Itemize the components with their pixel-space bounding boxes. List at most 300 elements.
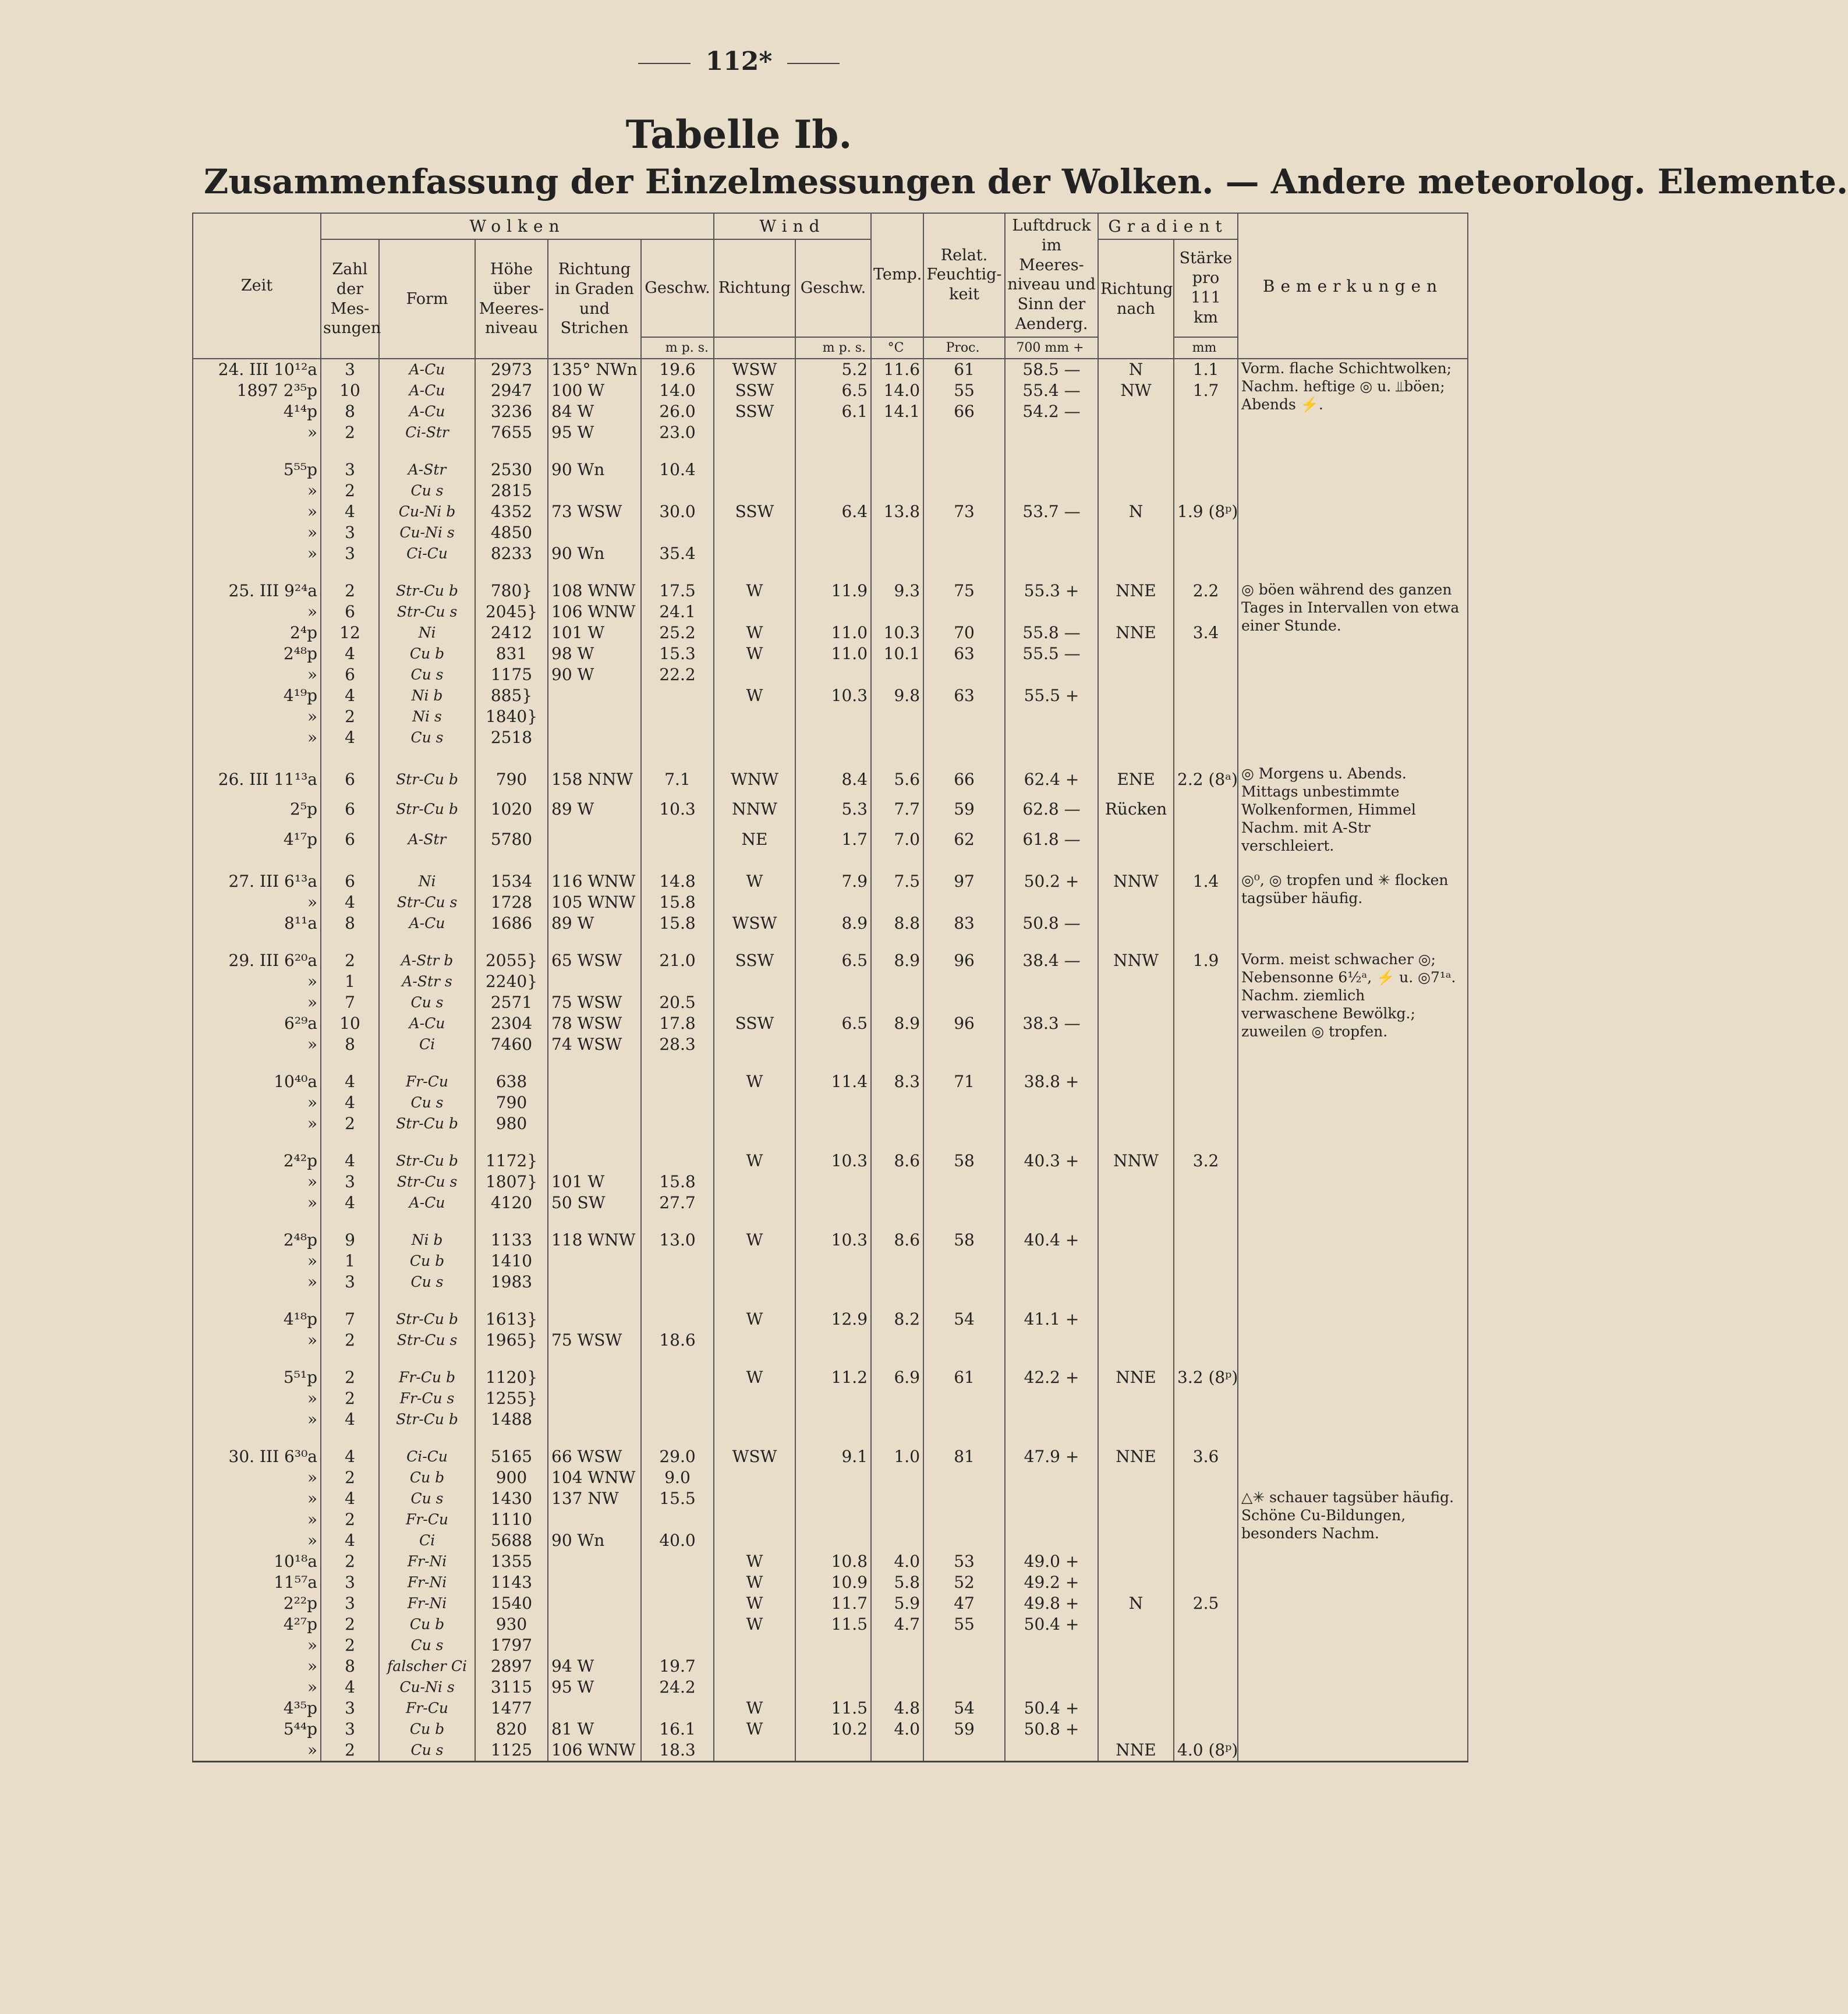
cell-richtung-wolken: 50 SW: [548, 1192, 641, 1213]
cell-zeit: »: [193, 664, 321, 685]
remark-cell: ◎⁰, ◎ tropfen und ✳ flocken tagsüber häufig.: [1238, 871, 1468, 934]
cell-geschw-wolken: [641, 685, 714, 706]
cell-geschw-wind: 11.0: [795, 622, 871, 643]
cell-form: Str-Cu s: [379, 1330, 475, 1351]
spacer-row: [193, 443, 1468, 459]
cell-richtung-gradient: NNE: [1098, 622, 1174, 643]
cell-luftdruck: [1005, 1656, 1098, 1677]
cell-luftdruck: [1005, 1034, 1098, 1055]
cell-luftdruck: 61.8 —: [1005, 824, 1098, 855]
header-form: Form: [379, 239, 475, 359]
cell-zahl: 10: [321, 380, 379, 401]
remark-cell-empty: [1238, 1388, 1468, 1409]
cell-richtung-wind: W: [714, 1367, 795, 1388]
cell-zahl: 8: [321, 1656, 379, 1677]
cell-form: Str-Cu b: [379, 764, 475, 795]
cell-staerke: [1174, 913, 1238, 934]
cell-temp: [871, 1330, 923, 1351]
cell-hoehe: 2055}: [475, 950, 548, 971]
cell-luftdruck: [1005, 1113, 1098, 1134]
cell-feuchtigkeit: 58: [923, 1230, 1005, 1251]
cell-hoehe: [475, 1351, 548, 1367]
cell-hoehe: [475, 1293, 548, 1309]
header-geschw-wind: Geschw.: [795, 239, 871, 337]
cell-form: Cu s: [379, 1740, 475, 1762]
cell-zahl: 4: [321, 1409, 379, 1430]
cell-richtung-wind: [714, 1034, 795, 1055]
cell-hoehe: 3115: [475, 1677, 548, 1698]
cell-richtung-wind: SSW: [714, 401, 795, 422]
cell-staerke: [1174, 855, 1238, 871]
cell-staerke: [1174, 1488, 1238, 1509]
remark-cell-empty: [1238, 1593, 1468, 1614]
cell-zahl: 6: [321, 871, 379, 892]
cell-hoehe: 780}: [475, 581, 548, 601]
cell-richtung-wind: [714, 748, 795, 764]
cell-richtung-gradient: [1098, 1430, 1174, 1446]
cell-temp: [871, 601, 923, 622]
cell-geschw-wolken: 25.2: [641, 622, 714, 643]
cell-temp: 5.6: [871, 764, 923, 795]
cell-geschw-wolken: 40.0: [641, 1530, 714, 1551]
cell-geschw-wolken: [641, 1388, 714, 1409]
cell-zahl: 2: [321, 1388, 379, 1409]
cell-geschw-wind: [795, 706, 871, 727]
cell-staerke: [1174, 1635, 1238, 1656]
cell-richtung-wind: W: [714, 1230, 795, 1251]
cell-zeit: »: [193, 1467, 321, 1488]
cell-temp: [871, 1409, 923, 1430]
cell-feuchtigkeit: 81: [923, 1446, 1005, 1467]
cell-richtung-wind: SSW: [714, 501, 795, 522]
cell-richtung-wolken: 108 WNW: [548, 581, 641, 601]
header-zeit: Zeit: [193, 213, 321, 359]
cell-richtung-wind: [714, 727, 795, 748]
cell-zeit: 2⁵p: [193, 795, 321, 825]
cell-richtung-gradient: [1098, 1034, 1174, 1055]
cell-richtung-gradient: [1098, 1530, 1174, 1551]
remark-cell-empty: [1238, 1677, 1468, 1698]
cell-richtung-gradient: [1098, 1055, 1174, 1071]
cell-luftdruck: [1005, 1055, 1098, 1071]
cell-form: A-Cu: [379, 1013, 475, 1034]
cell-richtung-wolken: [548, 1134, 641, 1151]
cell-richtung-wind: WSW: [714, 913, 795, 934]
cell-hoehe: 2571: [475, 992, 548, 1013]
cell-geschw-wolken: 19.7: [641, 1656, 714, 1677]
cell-luftdruck: 55.5 +: [1005, 685, 1098, 706]
cell-form: [379, 855, 475, 871]
cell-richtung-wind: W: [714, 1572, 795, 1593]
cell-geschw-wolken: 24.1: [641, 601, 714, 622]
cell-luftdruck: [1005, 855, 1098, 871]
cell-zahl: [321, 1351, 379, 1367]
cell-geschw-wolken: 14.8: [641, 871, 714, 892]
remark-cell-empty: [1238, 1430, 1468, 1446]
spacer-row: [193, 1134, 1468, 1151]
cell-luftdruck: [1005, 1635, 1098, 1656]
cell-form: A-Str: [379, 824, 475, 855]
cell-zeit: 4³⁵p: [193, 1698, 321, 1719]
remark-cell-empty: [1238, 1446, 1468, 1467]
cell-staerke: [1174, 1698, 1238, 1719]
cell-richtung-wolken: [548, 1272, 641, 1293]
cell-luftdruck: [1005, 664, 1098, 685]
cell-zahl: [321, 1213, 379, 1230]
cell-zeit: »: [193, 727, 321, 748]
cell-temp: [871, 1192, 923, 1213]
cell-zahl: [321, 443, 379, 459]
cell-temp: [871, 1635, 923, 1656]
cell-geschw-wolken: [641, 971, 714, 992]
cell-zahl: 8: [321, 1034, 379, 1055]
cell-richtung-gradient: [1098, 1509, 1174, 1530]
cell-feuchtigkeit: [923, 480, 1005, 501]
cell-staerke: [1174, 1134, 1238, 1151]
cell-temp: 14.0: [871, 380, 923, 401]
cell-hoehe: [475, 1430, 548, 1446]
cell-feuchtigkeit: [923, 992, 1005, 1013]
cell-staerke: [1174, 1467, 1238, 1488]
cell-geschw-wolken: [641, 1293, 714, 1309]
cell-feuchtigkeit: [923, 422, 1005, 443]
remark-cell-empty: [1238, 1740, 1468, 1762]
cell-staerke: [1174, 422, 1238, 443]
cell-feuchtigkeit: [923, 1251, 1005, 1272]
cell-form: Cu s: [379, 727, 475, 748]
cell-richtung-gradient: [1098, 459, 1174, 480]
cell-zahl: 3: [321, 543, 379, 564]
table-row: [193, 871, 1468, 892]
table-row: [193, 1677, 1468, 1698]
cell-zahl: [321, 1134, 379, 1151]
cell-temp: 10.1: [871, 643, 923, 664]
header-staerke: Stärke pro 111 km: [1174, 239, 1238, 337]
header-zahl: Zahl der Mes- sungen: [321, 239, 379, 359]
cell-feuchtigkeit: [923, 1055, 1005, 1071]
remark-cell-empty: [1238, 934, 1468, 950]
cell-hoehe: 1410: [475, 1251, 548, 1272]
cell-luftdruck: [1005, 934, 1098, 950]
cell-geschw-wolken: 17.8: [641, 1013, 714, 1034]
cell-geschw-wind: 10.3: [795, 1151, 871, 1171]
cell-hoehe: 900: [475, 1467, 548, 1488]
cell-geschw-wolken: [641, 1430, 714, 1446]
cell-zeit: »: [193, 1488, 321, 1509]
cell-zeit: »: [193, 1330, 321, 1351]
cell-staerke: [1174, 1572, 1238, 1593]
cell-richtung-gradient: [1098, 934, 1174, 950]
cell-temp: [871, 1213, 923, 1230]
cell-temp: [871, 748, 923, 764]
cell-luftdruck: 55.8 —: [1005, 622, 1098, 643]
cell-zeit: »: [193, 706, 321, 727]
cell-form: Str-Cu s: [379, 892, 475, 913]
cell-form: A-Cu: [379, 1192, 475, 1213]
cell-luftdruck: [1005, 1134, 1098, 1151]
cell-geschw-wolken: 13.0: [641, 1230, 714, 1251]
spacer-row: [193, 748, 1468, 764]
cell-luftdruck: [1005, 564, 1098, 581]
cell-form: [379, 1430, 475, 1446]
cell-richtung-wind: [714, 1113, 795, 1134]
cell-luftdruck: [1005, 892, 1098, 913]
cell-temp: [871, 1467, 923, 1488]
cell-geschw-wolken: [641, 727, 714, 748]
cell-richtung-gradient: [1098, 1467, 1174, 1488]
cell-zeit: [193, 1134, 321, 1151]
cell-geschw-wolken: [641, 1409, 714, 1430]
cell-zeit: »: [193, 1656, 321, 1677]
table-row: [193, 1719, 1468, 1740]
remark-cell-empty: [1238, 1656, 1468, 1677]
cell-richtung-gradient: [1098, 706, 1174, 727]
cell-temp: [871, 1530, 923, 1551]
cell-richtung-gradient: Rücken: [1098, 795, 1174, 825]
cell-luftdruck: 50.2 +: [1005, 871, 1098, 892]
cell-richtung-wind: W: [714, 1071, 795, 1092]
cell-staerke: [1174, 1251, 1238, 1272]
cell-richtung-wind: [714, 1409, 795, 1430]
cell-form: Fr-Ni: [379, 1572, 475, 1593]
cell-zeit: »: [193, 1509, 321, 1530]
cell-temp: 5.8: [871, 1572, 923, 1593]
cell-staerke: 2.5: [1174, 1593, 1238, 1614]
cell-form: Str-Cu b: [379, 1151, 475, 1171]
cell-hoehe: 2815: [475, 480, 548, 501]
cell-richtung-wolken: 118 WNW: [548, 1230, 641, 1251]
cell-feuchtigkeit: [923, 1351, 1005, 1367]
cell-richtung-wolken: [548, 971, 641, 992]
cell-luftdruck: 62.8 —: [1005, 795, 1098, 825]
table-row: [193, 1740, 1468, 1762]
cell-richtung-wolken: [548, 1113, 641, 1134]
cell-richtung-wolken: [548, 1367, 641, 1388]
cell-zeit: 4¹⁹p: [193, 685, 321, 706]
cell-zahl: 2: [321, 1367, 379, 1388]
cell-hoehe: 1120}: [475, 1367, 548, 1388]
cell-zahl: 4: [321, 1071, 379, 1092]
cell-luftdruck: [1005, 1509, 1098, 1530]
cell-geschw-wind: 10.3: [795, 685, 871, 706]
cell-geschw-wolken: [641, 1367, 714, 1388]
cell-hoehe: 1255}: [475, 1388, 548, 1409]
table-row: [193, 543, 1468, 564]
cell-richtung-wolken: 90 Wn: [548, 459, 641, 480]
cell-hoehe: 980: [475, 1113, 548, 1134]
cell-feuchtigkeit: [923, 1656, 1005, 1677]
cell-hoehe: [475, 1213, 548, 1230]
cell-form: [379, 1213, 475, 1230]
cell-hoehe: 2518: [475, 727, 548, 748]
remark-cell-empty: [1238, 1134, 1468, 1151]
remark-cell-empty: [1238, 1213, 1468, 1230]
cell-hoehe: [475, 1055, 548, 1071]
cell-geschw-wind: [795, 1467, 871, 1488]
cell-geschw-wolken: 15.3: [641, 643, 714, 664]
cell-form: A-Str b: [379, 950, 475, 971]
cell-richtung-wind: [714, 1388, 795, 1409]
cell-richtung-wind: [714, 1351, 795, 1367]
cell-luftdruck: 50.8 +: [1005, 1719, 1098, 1740]
cell-zahl: 2: [321, 1467, 379, 1488]
cell-richtung-wind: [714, 971, 795, 992]
cell-temp: 4.8: [871, 1698, 923, 1719]
cell-temp: [871, 1113, 923, 1134]
cell-richtung-gradient: [1098, 824, 1174, 855]
cell-geschw-wolken: 17.5: [641, 581, 714, 601]
cell-hoehe: 1110: [475, 1509, 548, 1530]
cell-geschw-wolken: [641, 855, 714, 871]
cell-zeit: [193, 564, 321, 581]
cell-staerke: [1174, 748, 1238, 764]
cell-hoehe: 3236: [475, 401, 548, 422]
cell-geschw-wind: [795, 1635, 871, 1656]
cell-richtung-gradient: [1098, 1488, 1174, 1509]
cell-richtung-wolken: 73 WSW: [548, 501, 641, 522]
cell-richtung-wolken: [548, 934, 641, 950]
cell-form: Ni s: [379, 706, 475, 727]
cell-feuchtigkeit: 54: [923, 1698, 1005, 1719]
cell-geschw-wind: [795, 1092, 871, 1113]
cell-feuchtigkeit: 54: [923, 1309, 1005, 1330]
cell-richtung-wind: [714, 1092, 795, 1113]
cell-geschw-wind: 11.5: [795, 1698, 871, 1719]
cell-hoehe: 1488: [475, 1409, 548, 1430]
cell-hoehe: [475, 855, 548, 871]
cell-richtung-wind: [714, 855, 795, 871]
cell-zahl: 4: [321, 727, 379, 748]
cell-richtung-wind: W: [714, 1614, 795, 1635]
cell-zeit: 5⁵¹p: [193, 1367, 321, 1388]
cell-form: [379, 748, 475, 764]
cell-zeit: 30. III 6³⁰a: [193, 1446, 321, 1467]
table-row: [193, 1367, 1468, 1388]
spacer-row: [193, 1293, 1468, 1309]
cell-hoehe: 1477: [475, 1698, 548, 1719]
cell-hoehe: 2897: [475, 1656, 548, 1677]
cell-hoehe: 4352: [475, 501, 548, 522]
cell-geschw-wolken: 35.4: [641, 543, 714, 564]
cell-richtung-gradient: ENE: [1098, 764, 1174, 795]
cell-zahl: 4: [321, 501, 379, 522]
cell-richtung-wolken: [548, 480, 641, 501]
cell-luftdruck: [1005, 1388, 1098, 1409]
cell-hoehe: 2240}: [475, 971, 548, 992]
cell-luftdruck: [1005, 1171, 1098, 1192]
cell-luftdruck: 55.5 —: [1005, 643, 1098, 664]
cell-staerke: [1174, 1719, 1238, 1740]
cell-zeit: 24. III 10¹²a: [193, 359, 321, 380]
cell-zahl: [321, 748, 379, 764]
cell-geschw-wind: [795, 1488, 871, 1509]
remark-cell-empty: [1238, 748, 1468, 764]
cell-zeit: 4¹⁴p: [193, 401, 321, 422]
cell-feuchtigkeit: [923, 564, 1005, 581]
table-row: [193, 950, 1468, 971]
cell-richtung-gradient: [1098, 1409, 1174, 1430]
cell-hoehe: 1686: [475, 913, 548, 934]
cell-zahl: 4: [321, 1488, 379, 1509]
cell-luftdruck: 38.4 —: [1005, 950, 1098, 971]
cell-richtung-wolken: 116 WNW: [548, 871, 641, 892]
cell-form: Cu s: [379, 1488, 475, 1509]
cell-temp: 5.9: [871, 1593, 923, 1614]
cell-hoehe: 885}: [475, 685, 548, 706]
cell-feuchtigkeit: [923, 971, 1005, 992]
cell-richtung-wind: [714, 992, 795, 1013]
cell-temp: [871, 1430, 923, 1446]
remark-cell-empty: [1238, 1309, 1468, 1330]
cell-luftdruck: [1005, 1272, 1098, 1293]
cell-form: Ci-Cu: [379, 543, 475, 564]
cell-geschw-wind: [795, 971, 871, 992]
cell-zahl: 2: [321, 706, 379, 727]
cell-staerke: 1.1: [1174, 359, 1238, 380]
cell-hoehe: 7460: [475, 1034, 548, 1055]
cell-richtung-gradient: [1098, 422, 1174, 443]
cell-geschw-wind: [795, 1351, 871, 1367]
cell-geschw-wolken: 23.0: [641, 422, 714, 443]
cell-richtung-wind: [714, 443, 795, 459]
cell-zahl: 8: [321, 913, 379, 934]
cell-zahl: 3: [321, 1698, 379, 1719]
cell-staerke: 1.9: [1174, 950, 1238, 971]
cell-zeit: 27. III 6¹³a: [193, 871, 321, 892]
cell-form: Ci-Str: [379, 422, 475, 443]
cell-geschw-wolken: [641, 480, 714, 501]
cell-richtung-wind: SSW: [714, 380, 795, 401]
cell-form: Str-Cu s: [379, 601, 475, 622]
cell-richtung-wolken: 90 Wn: [548, 1530, 641, 1551]
cell-zahl: 4: [321, 685, 379, 706]
spacer-row: [193, 564, 1468, 581]
cell-richtung-wolken: 106 WNW: [548, 601, 641, 622]
cell-richtung-wind: [714, 1330, 795, 1351]
cell-feuchtigkeit: [923, 543, 1005, 564]
table-body: [193, 359, 1468, 1762]
cell-temp: 7.7: [871, 795, 923, 825]
cell-zahl: 1: [321, 1251, 379, 1272]
cell-feuchtigkeit: [923, 934, 1005, 950]
cell-feuchtigkeit: [923, 1388, 1005, 1409]
cell-geschw-wolken: [641, 522, 714, 543]
cell-temp: 4.0: [871, 1551, 923, 1572]
cell-richtung-wolken: [548, 1388, 641, 1409]
table-row: [193, 1593, 1468, 1614]
cell-geschw-wind: [795, 1677, 871, 1698]
cell-zeit: »: [193, 543, 321, 564]
cell-zeit: 2⁴⁸p: [193, 643, 321, 664]
cell-form: A-Str: [379, 459, 475, 480]
cell-richtung-wind: [714, 1656, 795, 1677]
table-row: [193, 501, 1468, 522]
cell-richtung-wind: W: [714, 581, 795, 601]
table-row: [193, 1309, 1468, 1330]
cell-geschw-wind: 8.4: [795, 764, 871, 795]
cell-zahl: 6: [321, 795, 379, 825]
cell-geschw-wolken: [641, 1593, 714, 1614]
cell-hoehe: [475, 934, 548, 950]
cell-staerke: 1.4: [1174, 871, 1238, 892]
cell-staerke: [1174, 480, 1238, 501]
spacer-row: [193, 1430, 1468, 1446]
cell-staerke: 3.2 (8ᵖ): [1174, 1367, 1238, 1388]
remark-cell-empty: [1238, 1293, 1468, 1309]
cell-richtung-gradient: [1098, 1388, 1174, 1409]
cell-staerke: 3.6: [1174, 1446, 1238, 1467]
cell-feuchtigkeit: 61: [923, 1367, 1005, 1388]
